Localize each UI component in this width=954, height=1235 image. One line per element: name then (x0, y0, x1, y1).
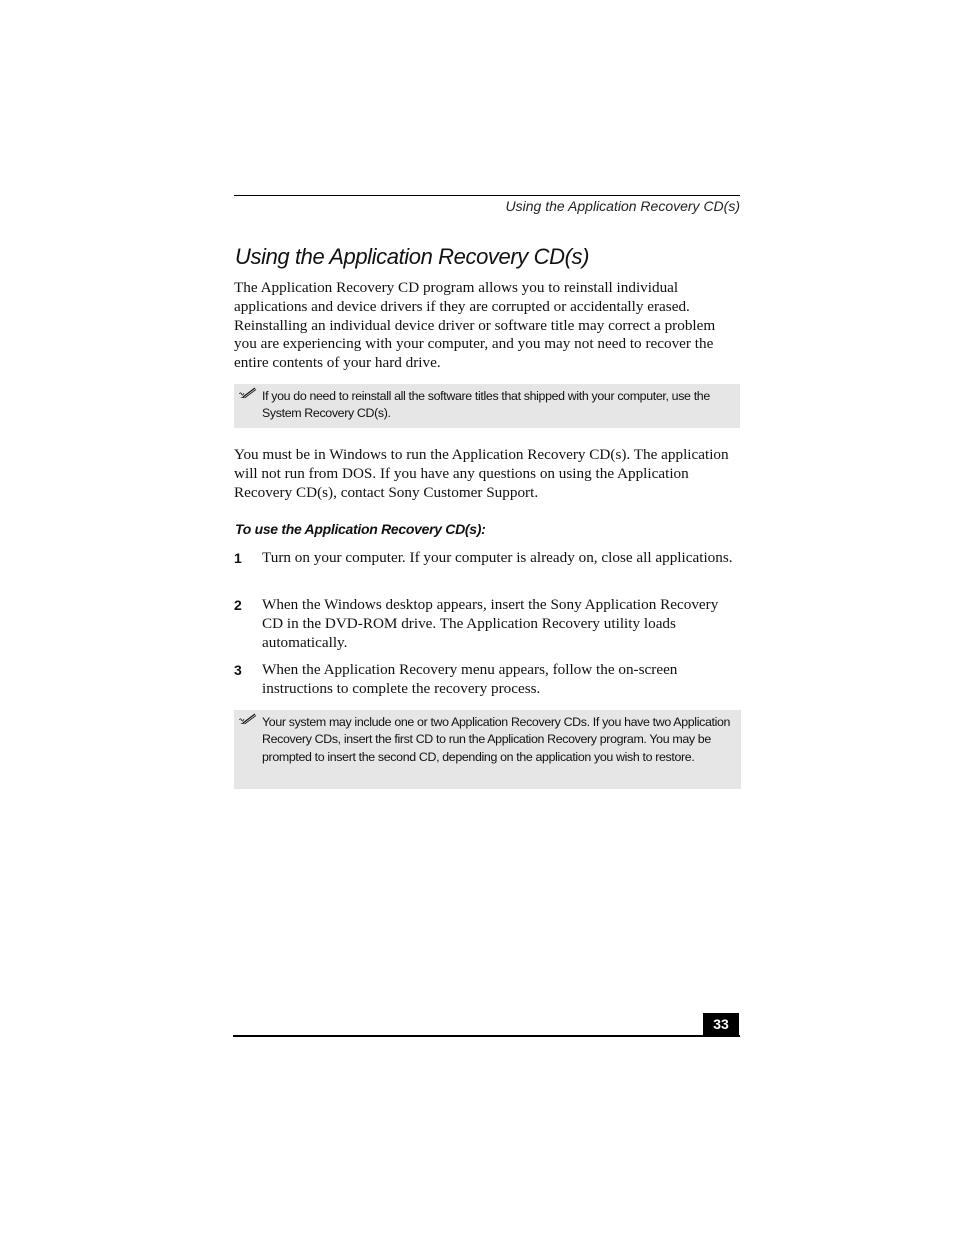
step-number: 2 (234, 597, 242, 613)
step-text: Turn on your computer. If your computer is already on, close all applications. (262, 549, 733, 566)
pencil-note-icon (239, 713, 257, 725)
step-number: 3 (234, 662, 242, 678)
note-box-1 (234, 384, 740, 428)
running-head: Using the Application Recovery CD(s) (505, 198, 740, 214)
step-number: 1 (234, 550, 242, 566)
header-rule (234, 195, 740, 196)
intro-paragraph: The Application Recovery CD program allows you to reinstall individual applications and device drivers if they are corrupted or accidentally erased. Reinstalling an individual device driver or software title may correct a problem you are experiencing with your computer, and you may not need to recover the entire contents of your hard drive. (234, 279, 716, 372)
footer-rule (233, 1035, 740, 1037)
note-text-1: If you do need to reinstall all the software titles that shipped with your computer, use the System Recovery CD(s). (262, 389, 710, 421)
windows-paragraph: You must be in Windows to run the Application Recovery CD(s). The application will not run from DOS. If you have any questions on using the Application Recovery CD(s), contact Sony Customer Support. (234, 446, 729, 501)
step-text: When the Application Recovery menu appears, follow the on-screen instructions to complete the recovery process. (262, 661, 678, 697)
procedure-heading: To use the Application Recovery CD(s): (235, 521, 486, 537)
page-title: Using the Application Recovery CD(s) (235, 244, 590, 269)
step-text: When the Windows desktop appears, insert the Sony Application Recovery CD in the DVD-ROM drive. The Application Recovery utility loads automatically. (262, 596, 719, 651)
page-number: 33 (703, 1013, 739, 1036)
note-text-2: Your system may include one or two Application Recovery CDs. If you have two Application Recovery CDs, insert the first CD to run the Application Recovery program. You may be prompted to insert the second CD, depending on the application you wish to restore. (262, 715, 731, 764)
pencil-note-icon (239, 387, 257, 399)
note-box-2 (234, 710, 741, 789)
